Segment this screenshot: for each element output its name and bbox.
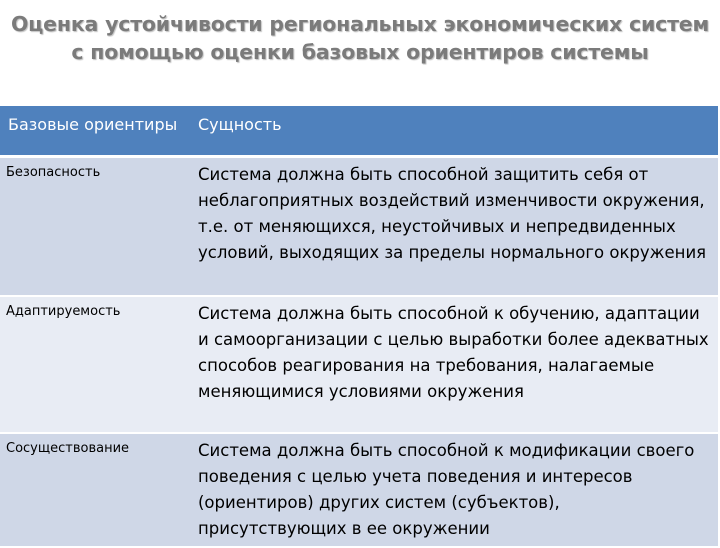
header-basic-orientations: Базовые ориентиры [0, 106, 190, 156]
row-name-security: Безопасность [0, 156, 190, 296]
row-name-coexistence: Сосуществование [0, 433, 190, 547]
table-header-row [0, 106, 718, 156]
title-line-2: с помощью оценки базовых ориентиров системы [71, 40, 649, 64]
table-row [0, 156, 718, 296]
title-line-1: Оценка устойчивости региональных экономических систем [10, 12, 710, 36]
header-essence: Сущность [190, 106, 718, 156]
row-description-adaptability: Система должна быть способной к обучению, адаптации и самоорганизации с целью выработки более адекватных способов реагирования на требования, налагаемые меняющимися условиями окружения [190, 296, 718, 433]
table-row [0, 433, 718, 547]
row-name-adaptability: Адаптируемость [0, 296, 190, 433]
slide-title [0, 10, 720, 66]
table-row [0, 296, 718, 433]
row-description-coexistence: Система должна быть способной к модификации своего поведения с целью учета поведения и интересов (ориентиров) других систем (субъектов), присутствующих в ее окружении [190, 433, 718, 547]
row-description-security: Система должна быть способной защитить себя от неблагоприятных воздействий изменчивости окружения, т.е. от меняющихся, неустойчивых и непредвиденных условий, выходящих за пределы нормального окружения [190, 156, 718, 296]
orientations-table [0, 106, 718, 548]
